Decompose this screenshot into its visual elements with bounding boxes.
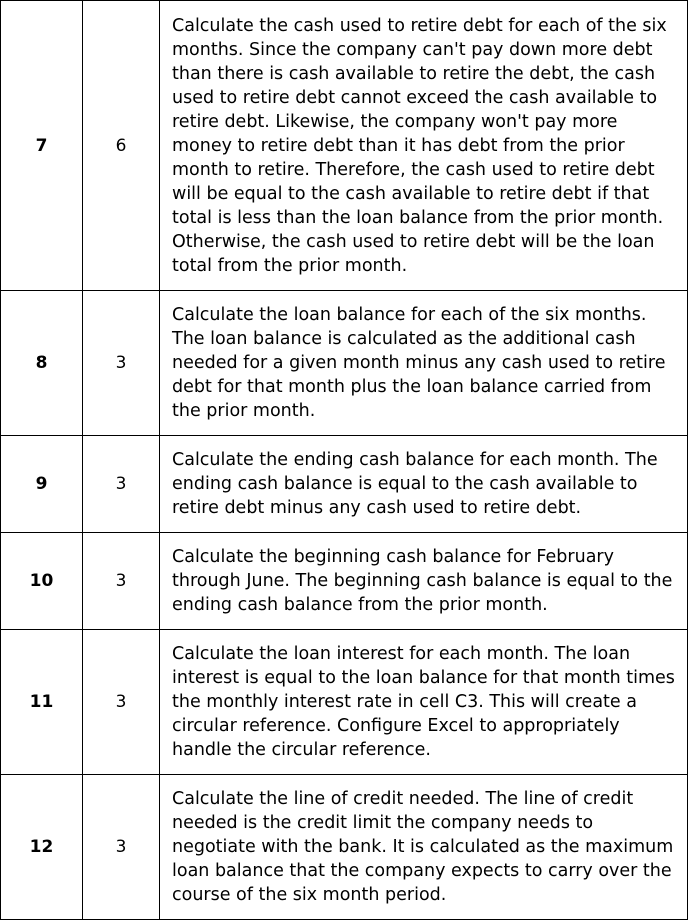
step-description: Calculate the cash used to retire debt for each of the six months. Since the company can't pay down more debt than there is cash available to retire the debt, the cash used to retire debt cannot exceed the cash available to retire debt. Likewise, the company won't pay more money to retire debt than it has debt from the prior month to retire. Therefore, the cash used to retire debt will be equal to the cash available to retire debt if that total is less than the loan balance from the prior month. Otherwise, the cash used to retire debt will be the loan total from the prior month. [160, 1, 688, 291]
points-value: 6 [83, 1, 160, 291]
step-number: 7 [1, 1, 83, 291]
table-row [1, 775, 688, 920]
step-description: Calculate the loan interest for each month. The loan interest is equal to the loan balance for that month times the monthly interest rate in cell C3. This will create a circular reference. Configure Excel to appropriately handle the circular reference. [160, 630, 688, 775]
step-number: 12 [1, 775, 83, 920]
points-value: 3 [83, 291, 160, 436]
step-description: Calculate the beginning cash balance for February through June. The beginning cash balance is equal to the ending cash balance from the prior month. [160, 533, 688, 630]
points-value: 3 [83, 533, 160, 630]
points-value: 3 [83, 436, 160, 533]
step-number: 11 [1, 630, 83, 775]
table-row [1, 630, 688, 775]
step-description: Calculate the ending cash balance for each month. The ending cash balance is equal to the cash available to retire debt minus any cash used to retire debt. [160, 436, 688, 533]
step-description: Calculate the loan balance for each of the six months. The loan balance is calculated as the additional cash needed for a given month minus any cash used to retire debt for that month plus the loan balance carried from the prior month. [160, 291, 688, 436]
step-description: Calculate the line of credit needed. The line of credit needed is the credit limit the company needs to negotiate with the bank. It is calculated as the maximum loan balance that the company expects to carry over the course of the six month period. [160, 775, 688, 920]
step-number: 10 [1, 533, 83, 630]
table-row [1, 436, 688, 533]
table-row [1, 533, 688, 630]
points-value: 3 [83, 775, 160, 920]
table-row [1, 1, 688, 291]
step-number: 9 [1, 436, 83, 533]
step-number: 8 [1, 291, 83, 436]
table-row [1, 291, 688, 436]
points-value: 3 [83, 630, 160, 775]
